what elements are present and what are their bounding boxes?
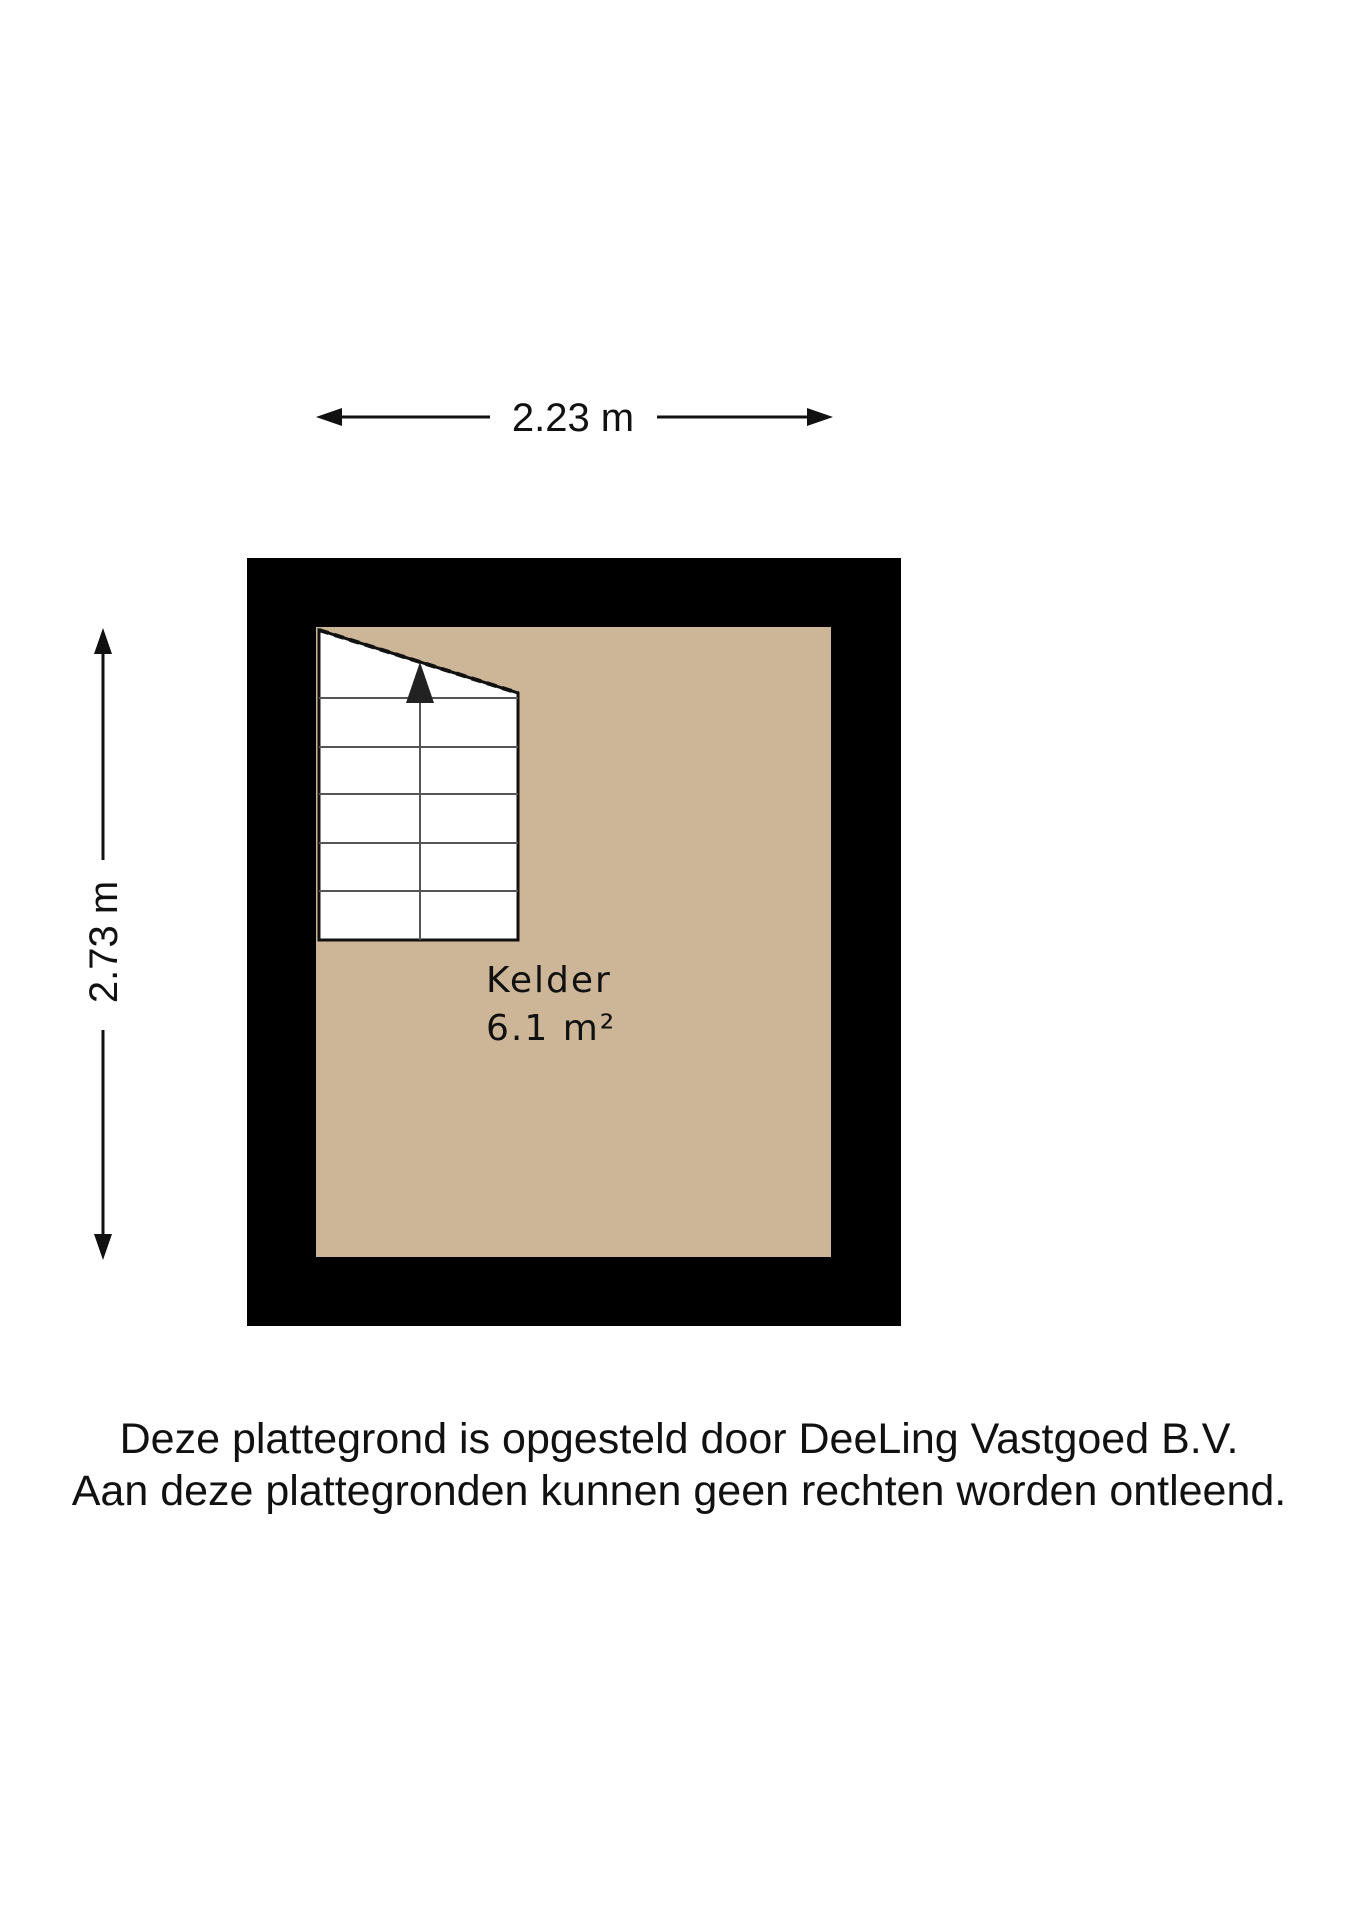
room-area: 6.1 m² <box>486 1008 617 1049</box>
height-dimension <box>82 628 126 1260</box>
width-arrowhead-left <box>316 408 342 426</box>
height-dimension-label: 2.73 m <box>82 880 126 1004</box>
width-dimension <box>316 396 833 440</box>
disclaimer-line-2: Aan deze plattegronden kunnen geen rechten worden ontleend. <box>71 1467 1287 1515</box>
width-arrowhead-right <box>807 408 833 426</box>
height-arrowhead-top <box>94 628 112 654</box>
room-name: Kelder <box>486 960 612 1001</box>
width-dimension-label: 2.23 m <box>511 396 635 440</box>
disclaimer-line-1: Deze plattegrond is opgesteld door DeeLing Vastgoed B.V. <box>119 1415 1239 1463</box>
height-arrowhead-bottom <box>94 1234 112 1260</box>
